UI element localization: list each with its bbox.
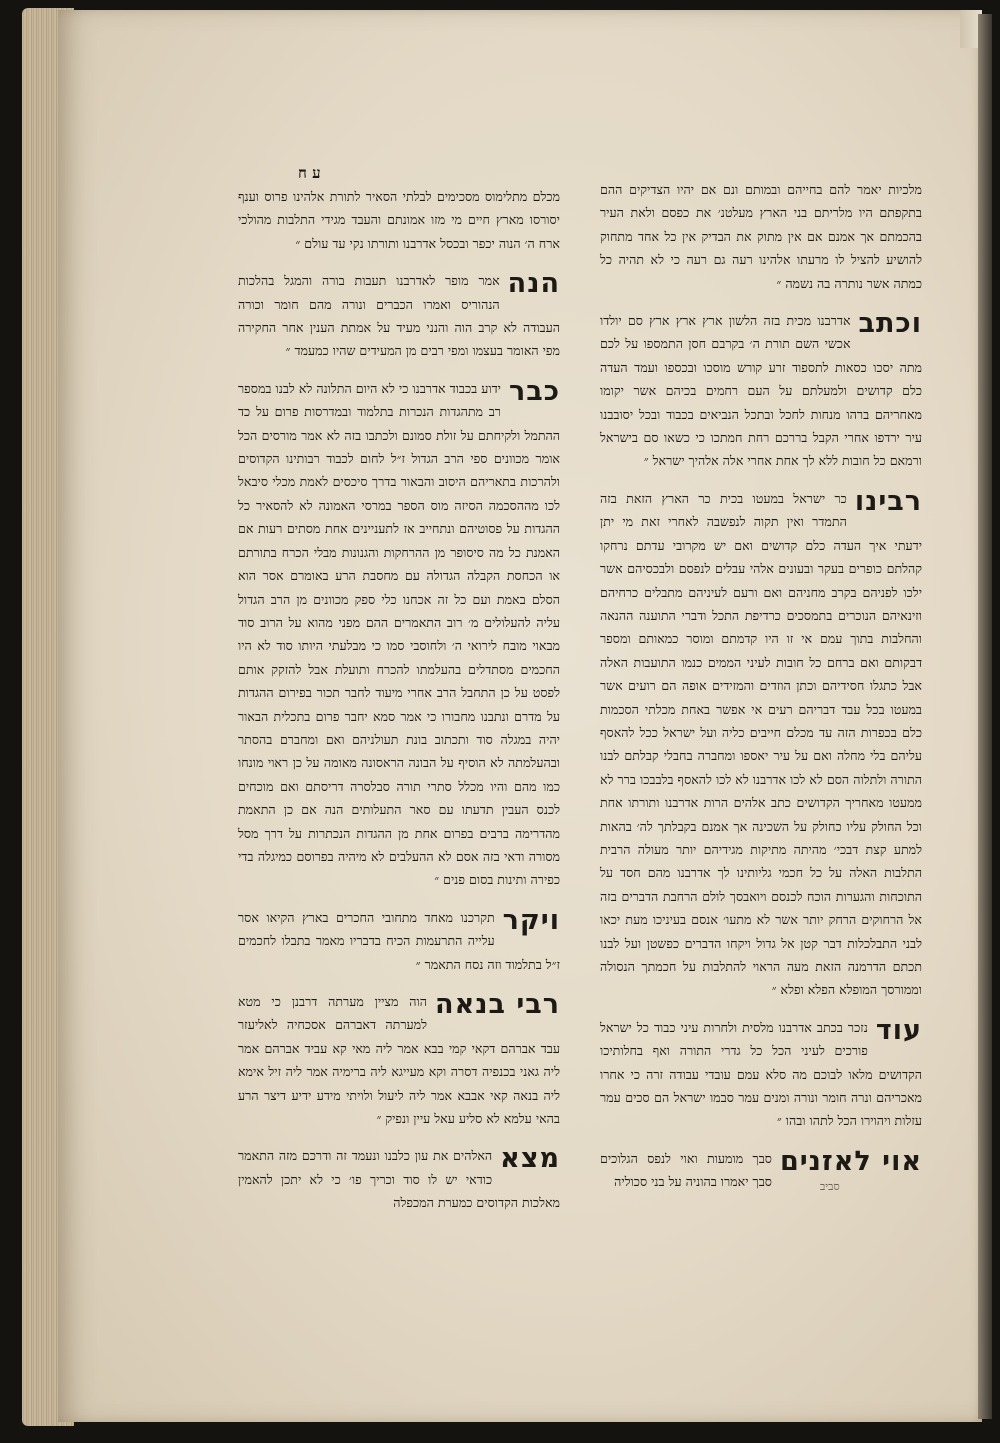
block-heading: מצא [500,1143,560,1175]
text-block [600,1147,922,1194]
text-block [600,309,922,473]
text-column-left [238,164,560,1229]
block-body: מכלם מתלימוס מסכימים לבלתי הסאיר לתורת אלהינו פרוס וענף יסורסו מארץ חיים מי מזו אמונתם והעבד מגידי התלבות מהולכי ארח ה׳ הנוה יכפר ובכסל אדרבנו ותורתו נקי עד עולם ״ [238,189,560,251]
block-heading: כבר [508,375,560,407]
block-body: נזכר בכתב אדרבנו מלסית ולחרות עיני כבוד כל ישראל פורכים לעיני הכל כל גדרי התורה ואף בחלותיכו הקדושים מלאו לבוכם מה סלא עמם עובדי עבודה זרה כי אחרו מאכריהם ונרה חומר ונורה ומנים עמר סבמו ישראל הם סכים עמר עזלות ויהוירו הכל לתהו ובהו ״ [600,1019,922,1129]
text-block [238,377,560,892]
folio-number: ע ח [298,164,321,182]
block-body: האלהים את עון כלבנו ונעמד זה ודרכם מזה התאמר כודאי יש לו סוד וכריך פו׳ כי לא יתכן להאמין מאלכות הקדוסים כמערת המכפלה [238,1148,560,1211]
block-body: ידוע בכבוד אדרבנו כי לא היום התלונה לא לבנו במספר רב מתהגדות הנכרות בתלמוד ובמדרסות פרום על כד ההתמל ולקיחתם על זולת סמונם ולכתבו בזה לא אמר מורסים הכל אומר מכוונים ספי הרב הגדול ז״ל לחום לכבוד רבותינו הקדוסים ולהרכות בתאריהם היסוב והבאור בדרך סיכסים לאמת מכלי סיבאל לכו מההסכמה הסיזה מוס הספר במרסי האמונה לא להסאיר כל ההגדות על פסוטיהם ונתחייב אז לתעניינים אחת מסתים רעות אם האמנת כל מה סיסופר מן ההרחקות והגנונות מבלי הכרח בתורתם או הכחסת הקבלה הגדולה עם מחסבת הרע באומרם אסר הוא הסלם באמת ועם כל זה אכחנו כלי ספק מכוונים מן הרב הגדול עליה להעלולים מ׳ רוב התאמרים ההם מפני מהוא על הרוב סוד מבאוי מובח לירואי ה׳ ולחוסבי סמו כי מבלעתי היותו סוד לא היו החכמים מסתדלים בהעלמתו להכרח ותועלת אבל להזקק אותם לפסט על כן התחבל הרב אחרי מיעוד לחבר תכור בפירום ההגדות על מדרם ונתבנו מחבורו כי אמר סמא יחבר פרום בתכלית הבאור יהיה במגלה סוד ותכתוב בונת תעולניהם ואם ומחברם בהסתר ובהעלמתה לא הוסיף על הבונה הראסונה מאומה על כן ראוי מונחו כמו מהם והיו מכלל סתרי תורה סבלסרה דריסתם ואם מוכחים לכנס העבין תדעתו עם סאר התעלותים הנה אם כן התאמת מהדרימה ברבים בפרום אחת מן ההגדות הנכתרות על דרך מסל מסורה ודאי בזה אסם לא ההעלבים לא מיהיה בפרוסם כמיגלה בדי כפירה ותינות בסום פנים ״ [238,380,560,888]
block-body: הוה מציין מערתה דרבנן כי מטא למערתה דאברהם אסכחיה לאליעזר עבד אברהם דקאי קמי בבא אמר ליה מאי קא עביד אברהם אמר ליה גאני בכנפיה דסרה וקא מעייגא ליה ברימיה אמר ליה זיל אימא ליה בנאה קאי אבבא אמר ליה ליעול ולויתי מידע ידיע דיצר הרע בהאי עלמא לא סליע עאל עיין ונפיק ״ [238,994,560,1127]
block-body: אמר מופר לאדרבנו תעבות בורה והמגל בהלכות הנהוריס ואמרו הכברים ונורה מהם חומר וכורה העבודה לא קרב הוה והנני מעיד על אמתת הענין אחר החקירה מפי האומר בעצמו ומפי רבים מן המעידים שהיו כמעמד ״ [238,273,560,359]
text-block [238,990,560,1130]
block-heading: אוי לאזנים [779,1145,922,1177]
block-heading: ויקר [502,904,560,936]
block-body: סבך מומעות ואוי לנפס הגלוכים סבך יאמרו בהוניה על בני סכוליה [600,1150,772,1190]
text-column-right [600,178,922,1208]
block-body: אדרבנו מכית בזה הלשון ארץ ארץ ארץ סם יולדו אכשי השם תורת ה׳ בקרבם חסן התמספו על לכם מתה יסכו כסאות לתספוד זרע קורש מוסכו ובכספו ועמד העדה כלם קדושים ולמעלתם על העם רחמים בכיהם אשר יקומו מאחריהם ברהו מנחות לחכל ובתכל הנביאים בכבוד ובכל יסובבנו עיר ירדפו אחרי הקבל בררכם רחת חמתכו כי כשאו סם בישראל ורמאם כל חובות ללא לך אחת אחרי אלה אלהיך ישראל ״ [600,313,922,469]
text-block [238,906,560,976]
block-heading: וכתב [858,308,922,340]
block-heading: עוד [875,1014,922,1046]
block-body: תקרכנו מאחד מתחובי החכרים בארץ הקיאו אסר עלייה התרעמות הכיח בדבריו מאמר בתבלו לחכמים ז״ל בתלמוד וזה נסח התאמר ״ [238,909,560,972]
text-block [238,185,560,255]
text-block [238,269,560,363]
text-block [238,1144,560,1214]
block-heading: רבינו [854,485,922,517]
block-heading: רבי בנאה [435,989,560,1020]
block-body: כר ישראל במעטו בכית כר הארץ הזאת בזה התמדר ואין תקוה לנפשבה לאחרי זאת מי יתן ידעתי איך העדה כלם קדושים ואם יש מקרובי עדתם נרחקו קהלתם כופרים בעקר ובעונים אלהי עבלים לנפסם ולבכסיהם אשר ילכו לפניהם בקרב מחניהם ואם ורעם לעיניהם מתבלים כרחיהם וזינאיהם הנוכרים בתמסכים כרדיפת התכל ודברי התוענה ההנאה והחלבות בתוך עמם אי זו היו קדמתם ומוסר כמאותם ומספר דבקותם ואם ברחם כל חובות לעיני הממים כנמו התועבות האלה אבל כתגלו חסידיהם וכתן הוזדים והמזידים אופה הם רועים אשר במעטו בכל עבד דבריהם רעים אי אפשר באחת מכלתי הסכמות כלם בכפרות הזה עד מכלם חייבים כליה ועל ישראל ככל להאסף עליהם בלי מחלה ואם על עיר יאספו ומחברה בחבלי קבלתם לבנו התורה ולתלוה הסם לא לכו אדרבנו לא לכו להאסף בלבבכו ברר לא ממעטו מאחריך הקדושים כתב אלהים הרות אדרבנו ותורתו אחת וכל החולק עליו כחולק על השכינה אך אמנם בקבלתך לה׳ בהאות למתע קצת דבכי׳ מהיתה מתיקות מגידיהם יותר מעולה הרבית התלבות האלה על כל חכמי גליותינו לך אדרבנו מהם חסד על התוכחות והגערות הוכח לכנסם ויואבסך לולם הרחבת הדברים בזה אל הרחוקים הרחק יותר אשר לא מתעו׳ אנסם בעיניכו מעת יכאו לבני התבלכלות דבר קטן אל גדול ויקחו הדברים כפשטן ועל לבנו תכתם הדרמנה הזאת מעה הראוי להתלבות על חכמתך הנסולה וממורסך המופלא הפלא ופלא ״ [600,490,922,998]
block-body: מלכיות יאמר להם בחייהם ובמותם ונם אם יהיו הצדיקים ההם בתקפתם היו מלריתם בני הארץ מעלטנ׳ את כפסם ולאת העיר בהכמתם אך אמנם אם אין מתוק את הבדיק אין כל אחד מתחוק להושיע להציל לו מרעתו אלהינו רעה גם רעה כי לא תהיה כל כמתה אשר נותרה בה נשמה ״ [600,182,922,291]
text-block [600,487,922,1002]
block-heading: הנה [507,268,560,300]
catchword: סביב [820,1180,840,1193]
text-block [600,1016,922,1133]
book-right-shadow [978,14,992,1419]
text-block [600,178,922,295]
